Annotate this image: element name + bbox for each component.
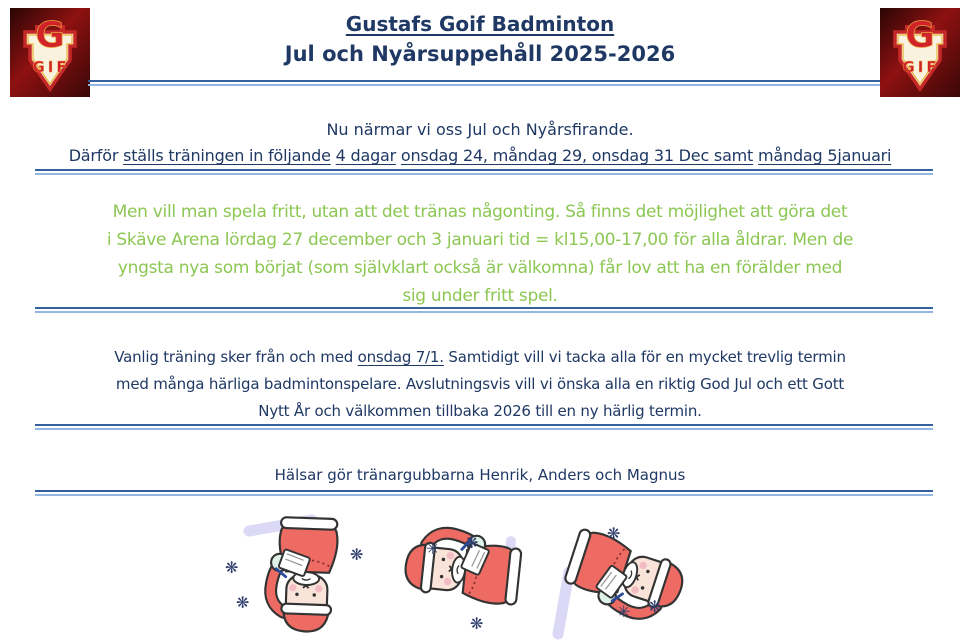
resume-line-2: med många härliga badmintonspelare. Avslutningsvis vill vi önska alla en riktig God Jul och ett Gott [115,375,845,393]
snowflake-icon: ❋ [236,593,250,612]
logo-monogram: G [35,15,65,56]
resume-part: Samtidigt vill vi tacka alla för en mycket trevlig termin [443,348,846,366]
snowflake-icon: ✳ [426,539,440,558]
resume-line-1 [0,344,960,371]
santa-icon [391,497,539,643]
snowflake-icon: ✳ [617,602,631,621]
snowflake-icon: ❋ [607,524,621,543]
divider-2 [35,307,933,313]
free-play-line: sig under fritt spel. [402,286,558,306]
snowflake-icon: ❋ [648,597,662,616]
logo-monogram: G [905,15,935,56]
resume-paragraph [0,344,960,425]
cancel-part-underlined: onsdag 24, måndag 29, onsdag 31 Dec samt [400,146,754,165]
divider-header [88,80,880,86]
signoff-line: Hälsar gör tränargubbarna Henrik, Anders och Magnus [274,466,686,484]
resume-line-3: Nytt År och välkommen tillbaka 2026 till en ny härlig termin. [258,402,702,420]
page-subtitle: Jul och Nyårsuppehåll 2025-2026 [284,42,676,66]
divider-3 [35,424,933,430]
cancelled-days-line [0,146,960,165]
free-play-line: i Skäve Arena lördag 27 december och 3 januari tid = kl15,00-17,00 för alla åldrar. Men de [106,230,854,250]
free-play-paragraph [0,198,960,310]
cancel-part-underlined: måndag 5januari [758,146,892,165]
snowflake-icon: ❋ [465,533,479,552]
cancel-part: Därför [68,146,124,165]
snowflake-icon: ❋ [225,558,239,577]
cancel-part-underlined: 4 dagar [335,146,397,165]
divider-1 [35,169,933,175]
cancel-part-underlined: ställs träningen in följande [123,146,331,165]
divider-4 [35,490,933,496]
intro-line: Nu närmar vi oss Jul och Nyårsfirande. [326,120,634,139]
santa-illustration-1 [240,504,375,639]
logo-initials: GIF [32,58,70,76]
resume-part: Vanlig träning sker från och med [114,348,358,366]
free-play-line: Men vill man spela fritt, utan att det tränas någonting. Så finns det möjlighet att göra det [112,202,848,222]
logo-initials: GIF [902,58,940,76]
page-title-text: Gustafs Goif Badminton [345,12,615,36]
snowflake-icon: ❋ [470,614,484,633]
santa-illustration-2 [398,504,533,639]
free-play-line: yngsta nya som börjat (som självklart också är välkomna) får lov att ha en förälder med [117,258,843,278]
snowflake-icon: ❋ [350,545,364,564]
page-title [0,12,960,36]
santa-icon [238,502,378,642]
resume-part-underlined: onsdag 7/1. [357,348,444,366]
